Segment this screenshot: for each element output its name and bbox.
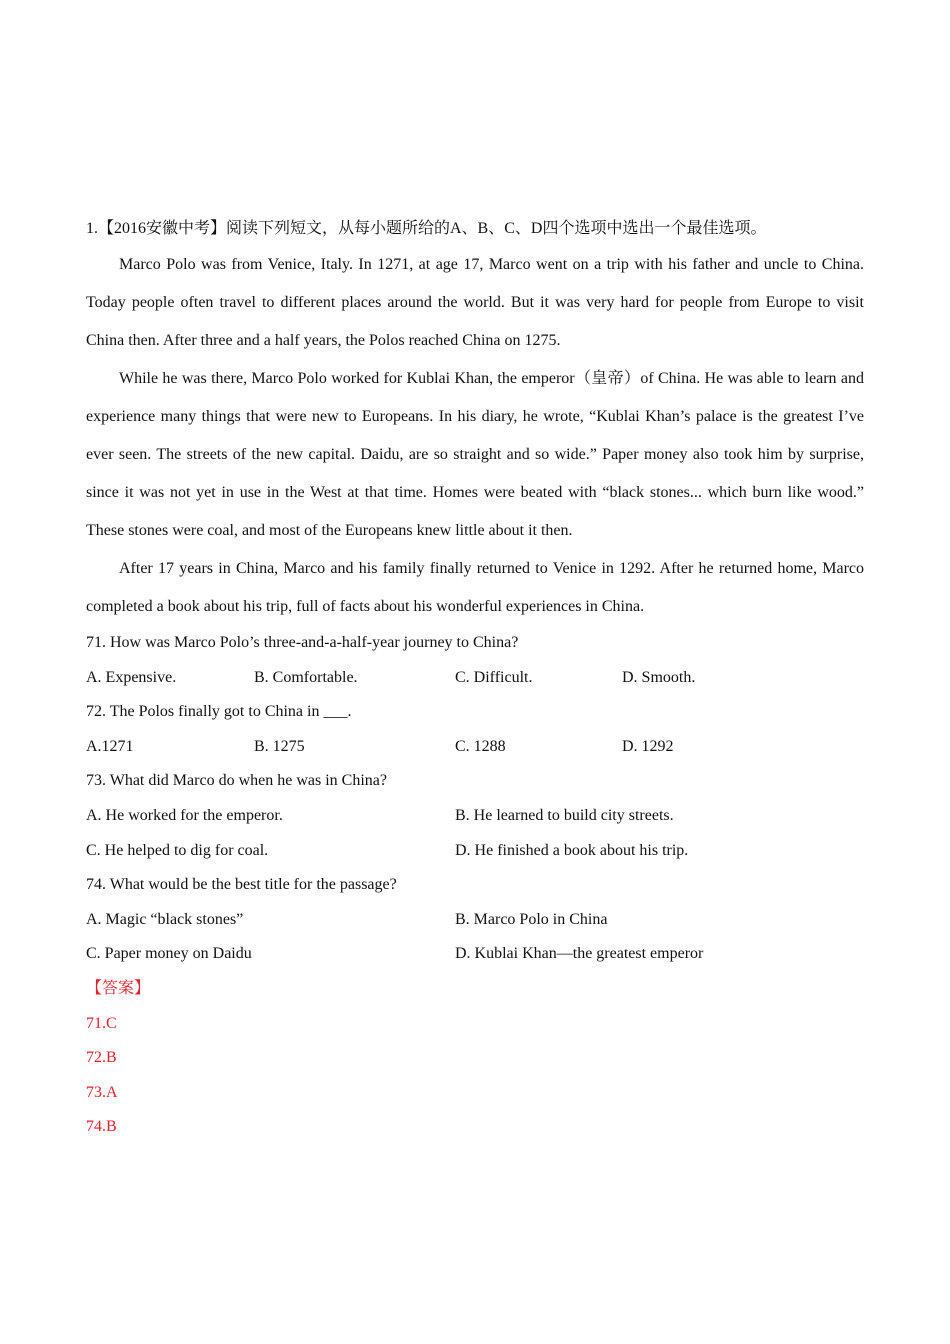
question-73-options-row-1 [86,799,864,834]
option-a: A. Magic “black stones” [86,910,244,928]
question-74-options-row-2 [86,937,864,972]
passage-paragraph-3: After 17 years in China, Marco and his family finally returned to Venice in 1292. After he returned home, Marco completed a book about his trip, full of facts about his wonderful experiences in China. [86,560,864,615]
question-72: 72. The Polos finally got to China in ___. [86,703,352,721]
answer-74: 74.B [86,1118,117,1136]
answer-header: 【答案】 [86,979,151,997]
option-d: D. Smooth. [622,668,696,686]
option-c: C. 1288 [455,737,506,755]
option-b: B. Marco Polo in China [455,910,608,928]
question-73-options-row-2 [86,834,864,869]
option-a: A. He worked for the emperor. [86,806,283,824]
document-page [86,212,864,1145]
answer-73: 73.A [86,1083,118,1101]
question-74-options-row-1 [86,903,864,938]
option-b: B. 1275 [254,737,305,755]
question-header: 1.【2016安徽中考】阅读下列短文，从每小题所给的A、B、C、D四个选项中选出一个最佳选项。 [86,220,767,237]
option-c: C. He helped to dig for coal. [86,841,269,859]
option-c: C. Paper money on Daidu [86,945,252,963]
option-d: D. Kublai Khan—the greatest emperor [455,945,704,963]
option-c: C. Difficult. [455,668,533,686]
passage-paragraph-2: While he was there, Marco Polo worked for Kublai Khan, the emperor（皇帝）of China. He was able to learn and experience many things that were new to Europeans. In his diary, he wrote, “Kublai Khan’s palace is the greatest I’ve ever seen. The streets of the new capital. Daidu, are so straight and so wide.” Paper money also took him by surprise, since it was not yet in use in the West at that time. Homes were beated with “black stones... which burn like wood.” These stones were coal, and most of the Europeans knew little about it then. [86,370,864,539]
option-b: B. Comfortable. [254,668,358,686]
question-74: 74. What would be the best title for the passage? [86,876,397,894]
option-d: D. 1292 [622,737,674,755]
option-a: A. Expensive. [86,668,177,686]
option-a: A.1271 [86,737,134,755]
answer-71: 71.C [86,1014,117,1032]
question-72-options [86,730,864,765]
question-71: 71. How was Marco Polo’s three-and-a-half-year journey to China? [86,634,519,651]
option-b: B. He learned to build city streets. [455,806,674,824]
passage-paragraph-1: Marco Polo was from Venice, Italy. In 1271, at age 17, Marco went on a trip with his father and uncle to China. Today people often travel to different places around the world. But it was very hard for people from Europe to visit China then. After three and a half years, the Polos reached China on 1275. [86,256,864,349]
question-73: 73. What did Marco do when he was in China? [86,772,387,790]
question-71-options [86,661,864,696]
option-d: D. He finished a book about his trip. [455,841,689,859]
answer-72: 72.B [86,1049,117,1067]
